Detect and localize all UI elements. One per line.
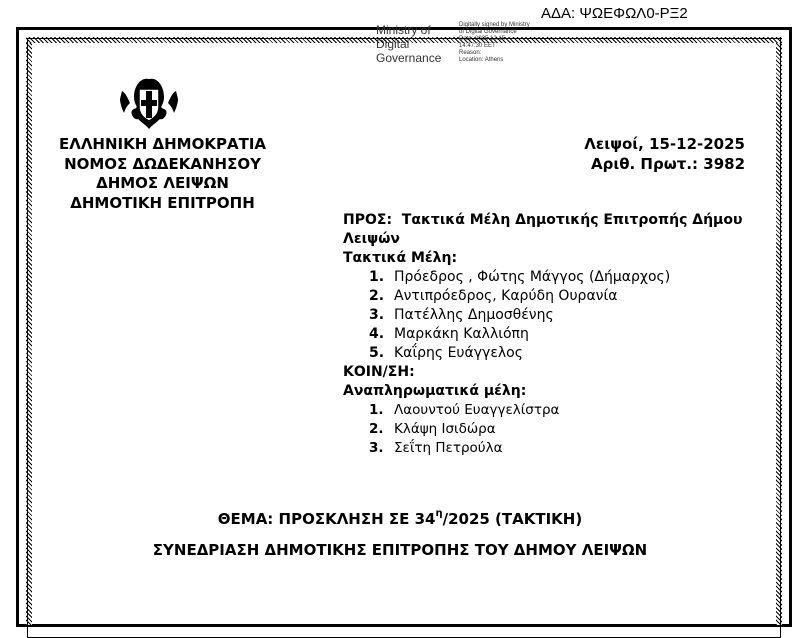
subject-line-2: ΣΥΝΕΔΡΙΑΣΗ ΔΗΜΟΤΙΚΗΣ ΕΠΙΤΡΟΠΗΣ ΤΟΥ ΔΗΜΟΥ ΛΕΙΨΩΝ <box>152 541 648 559</box>
ada-code: ΑΔΑ: ΨΩΕΦΩΛ0-ΡΞ2 <box>541 5 688 22</box>
member-name: Αντιπρόεδρος, Καρύδη Ουρανία <box>394 288 618 304</box>
list-item <box>343 344 743 363</box>
signature-detail-line: Reason: <box>459 50 482 56</box>
signature-org-line: Governance <box>376 51 442 65</box>
issuer-prefecture: ΝΟΜΟΣ ΔΩΔΕΚΑΝΗΣΟΥ <box>64 154 261 173</box>
issuer-municipality: ΔΗΜΟΣ ΛΕΙΨΩΝ <box>96 174 229 192</box>
to-line <box>343 211 743 230</box>
list-item <box>343 325 743 344</box>
signature-org-line: Ministry of <box>376 23 431 37</box>
list-item <box>343 420 743 439</box>
regular-members-list <box>343 268 743 363</box>
member-name: Μαρκάκη Καλλιόπη <box>394 326 529 342</box>
signature-details <box>459 22 530 64</box>
list-number: 1. <box>369 269 385 285</box>
cc-label: ΚΟΙΝ/ΣΗ: <box>343 364 415 380</box>
member-name: Καΐρης Ευάγγελος <box>394 345 523 361</box>
to-label: ΠΡΟΣ: <box>343 212 393 228</box>
document-meta <box>584 135 745 174</box>
list-number: 3. <box>369 440 384 456</box>
list-item <box>343 268 743 287</box>
signature-detail-line: Location: Athens <box>459 57 504 63</box>
protocol-number: Αριθ. Πρωτ.: 3982 <box>591 154 745 173</box>
signature-detail-line: Digitally signed by Ministry <box>459 22 530 28</box>
member-name: Κλάψη Ισιδώρα <box>394 421 496 437</box>
member-name: Λαουντού Ευαγγελίστρα <box>394 402 560 418</box>
subject-superscript: η <box>435 508 443 519</box>
to-text: Τακτικά Μέλη Δημοτικής Επιτροπής Δήμου <box>401 212 743 228</box>
issuer-header <box>40 135 285 213</box>
list-item <box>343 439 743 458</box>
member-name: Πρόεδρος , Φώτης Μάγγος (Δήμαρχος) <box>394 269 671 285</box>
greek-coat-of-arms-emblem <box>118 73 180 135</box>
list-number: 2. <box>369 288 385 304</box>
to-text-continued: Λειψών <box>343 231 400 247</box>
issuer-country: ΕΛΛΗΝΙΚΗ ΔΗΜΟΚΡΑΤΙΑ <box>58 135 267 153</box>
alternate-members-list <box>343 401 743 458</box>
issuer-committee: ΔΗΜΟΤΙΚΗ ΕΠΙΤΡΟΠΗ <box>70 193 255 212</box>
signature-detail-line: of Digital Governance <box>459 29 517 35</box>
subject-line <box>0 510 800 529</box>
list-number: 2. <box>369 421 384 437</box>
member-name: Σεΐτη Πετρούλα <box>394 440 503 456</box>
list-number: 1. <box>369 402 384 418</box>
alternate-members-title: Αναπληρωματικά μέλη: <box>343 383 527 399</box>
list-number: 5. <box>369 345 385 361</box>
signature-org-line: Digital <box>376 37 410 51</box>
list-item <box>343 287 743 306</box>
list-item <box>343 401 743 420</box>
document-date: Λειψοί, 15-12-2025 <box>584 135 745 153</box>
member-name: Πατέλλης Δημοσθένης <box>394 307 554 323</box>
recipients-block <box>343 211 743 458</box>
signature-detail-line: Date: 2025.12.15 <box>459 36 506 42</box>
subject-suffix: /2025 (ΤΑΚΤΙΚΗ) <box>442 510 583 528</box>
list-number: 3. <box>369 307 385 323</box>
signature-detail-line: 14:47:30 EET <box>459 43 496 49</box>
list-number: 4. <box>369 326 385 342</box>
subject-prefix: ΘΕΜΑ: ΠΡΟΣΚΛΗΣΗ ΣΕ 34 <box>217 510 436 528</box>
regular-members-title: Τακτικά Μέλη: <box>343 250 458 266</box>
list-item <box>343 306 743 325</box>
